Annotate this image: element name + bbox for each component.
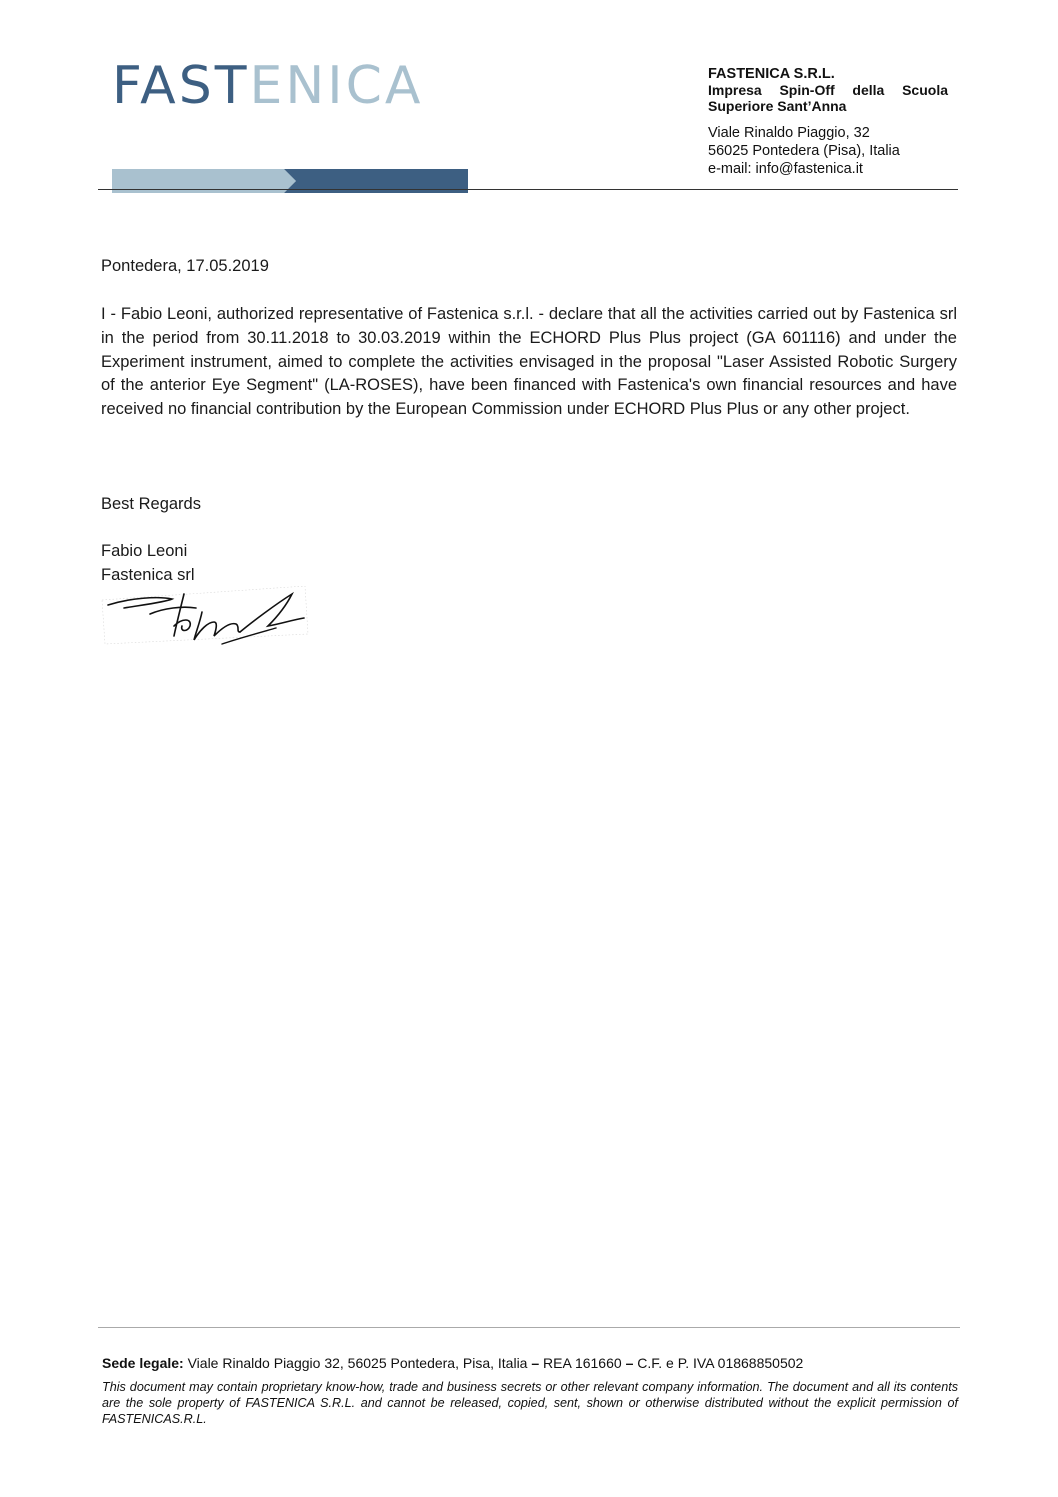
company-address [708, 124, 953, 178]
company-spinoff-line2: Superiore Sant’Anna [708, 98, 847, 114]
footer-separator: – [625, 1355, 634, 1371]
header-divider [98, 189, 958, 190]
letter-closing: Best Regards [101, 495, 201, 513]
signer-company: Fastenica srl [101, 566, 195, 584]
logo-wordmark-fast: FAST [112, 56, 250, 116]
footer-vat: C.F. e P. IVA 01868850502 [633, 1355, 804, 1371]
footer-disclaimer: This document may contain proprietary know-how, trade and business secrets or other relevant company information. The document and all its contents are the sole property of FASTENICA S.R.L. and cannot be released, copied, sent, shown or otherwise distributed without the explicit permission of FASTENICAS.R.L. [102, 1380, 958, 1426]
address-street: Viale Rinaldo Piaggio, 32 [708, 125, 870, 141]
company-email: e-mail: info@fastenica.it [708, 161, 863, 177]
letter-date: Pontedera, 17.05.2019 [101, 257, 269, 275]
footer-legal-address: Viale Rinaldo Piaggio 32, 56025 Pontedera, Pisa, Italia [183, 1355, 532, 1371]
logo-wordmark-enica: ENICA [249, 56, 424, 116]
company-info [708, 66, 953, 178]
footer-legal-info [102, 1355, 962, 1371]
signer-name: Fabio Leoni [101, 542, 188, 560]
handwritten-signature [100, 586, 310, 648]
letter-body: I - Fabio Leoni, authorized representative of Fastenica s.r.l. - declare that all the activities carried out by Fastenica srl in the period from 30.11.2018 to 30.03.2019 within the ECHORD Plus Plus project (GA 601116) and under the Experiment instrument, aimed to complete the activities envisaged in the proposal "Laser Assisted Robotic Surgery of the anterior Eye Segment" (LA-ROSES), have been financed with Fastenica's own financial resources and have received no financial contribution by the European Commission under ECHORD Plus Plus or any other project. [101, 305, 957, 419]
footer-divider [98, 1327, 960, 1328]
footer-rea: REA 161660 [539, 1355, 626, 1371]
company-spinoff-line1: Impresa Spin-Off della Scuola [708, 82, 948, 98]
footer-legal-label: Sede legale: [102, 1355, 184, 1371]
company-name: FASTENICA S.R.L. [708, 66, 835, 82]
address-city: 56025 Pontedera (Pisa), Italia [708, 143, 900, 159]
company-logo [112, 56, 472, 136]
logo-wordmark [112, 56, 424, 116]
footer-separator: – [531, 1355, 540, 1371]
